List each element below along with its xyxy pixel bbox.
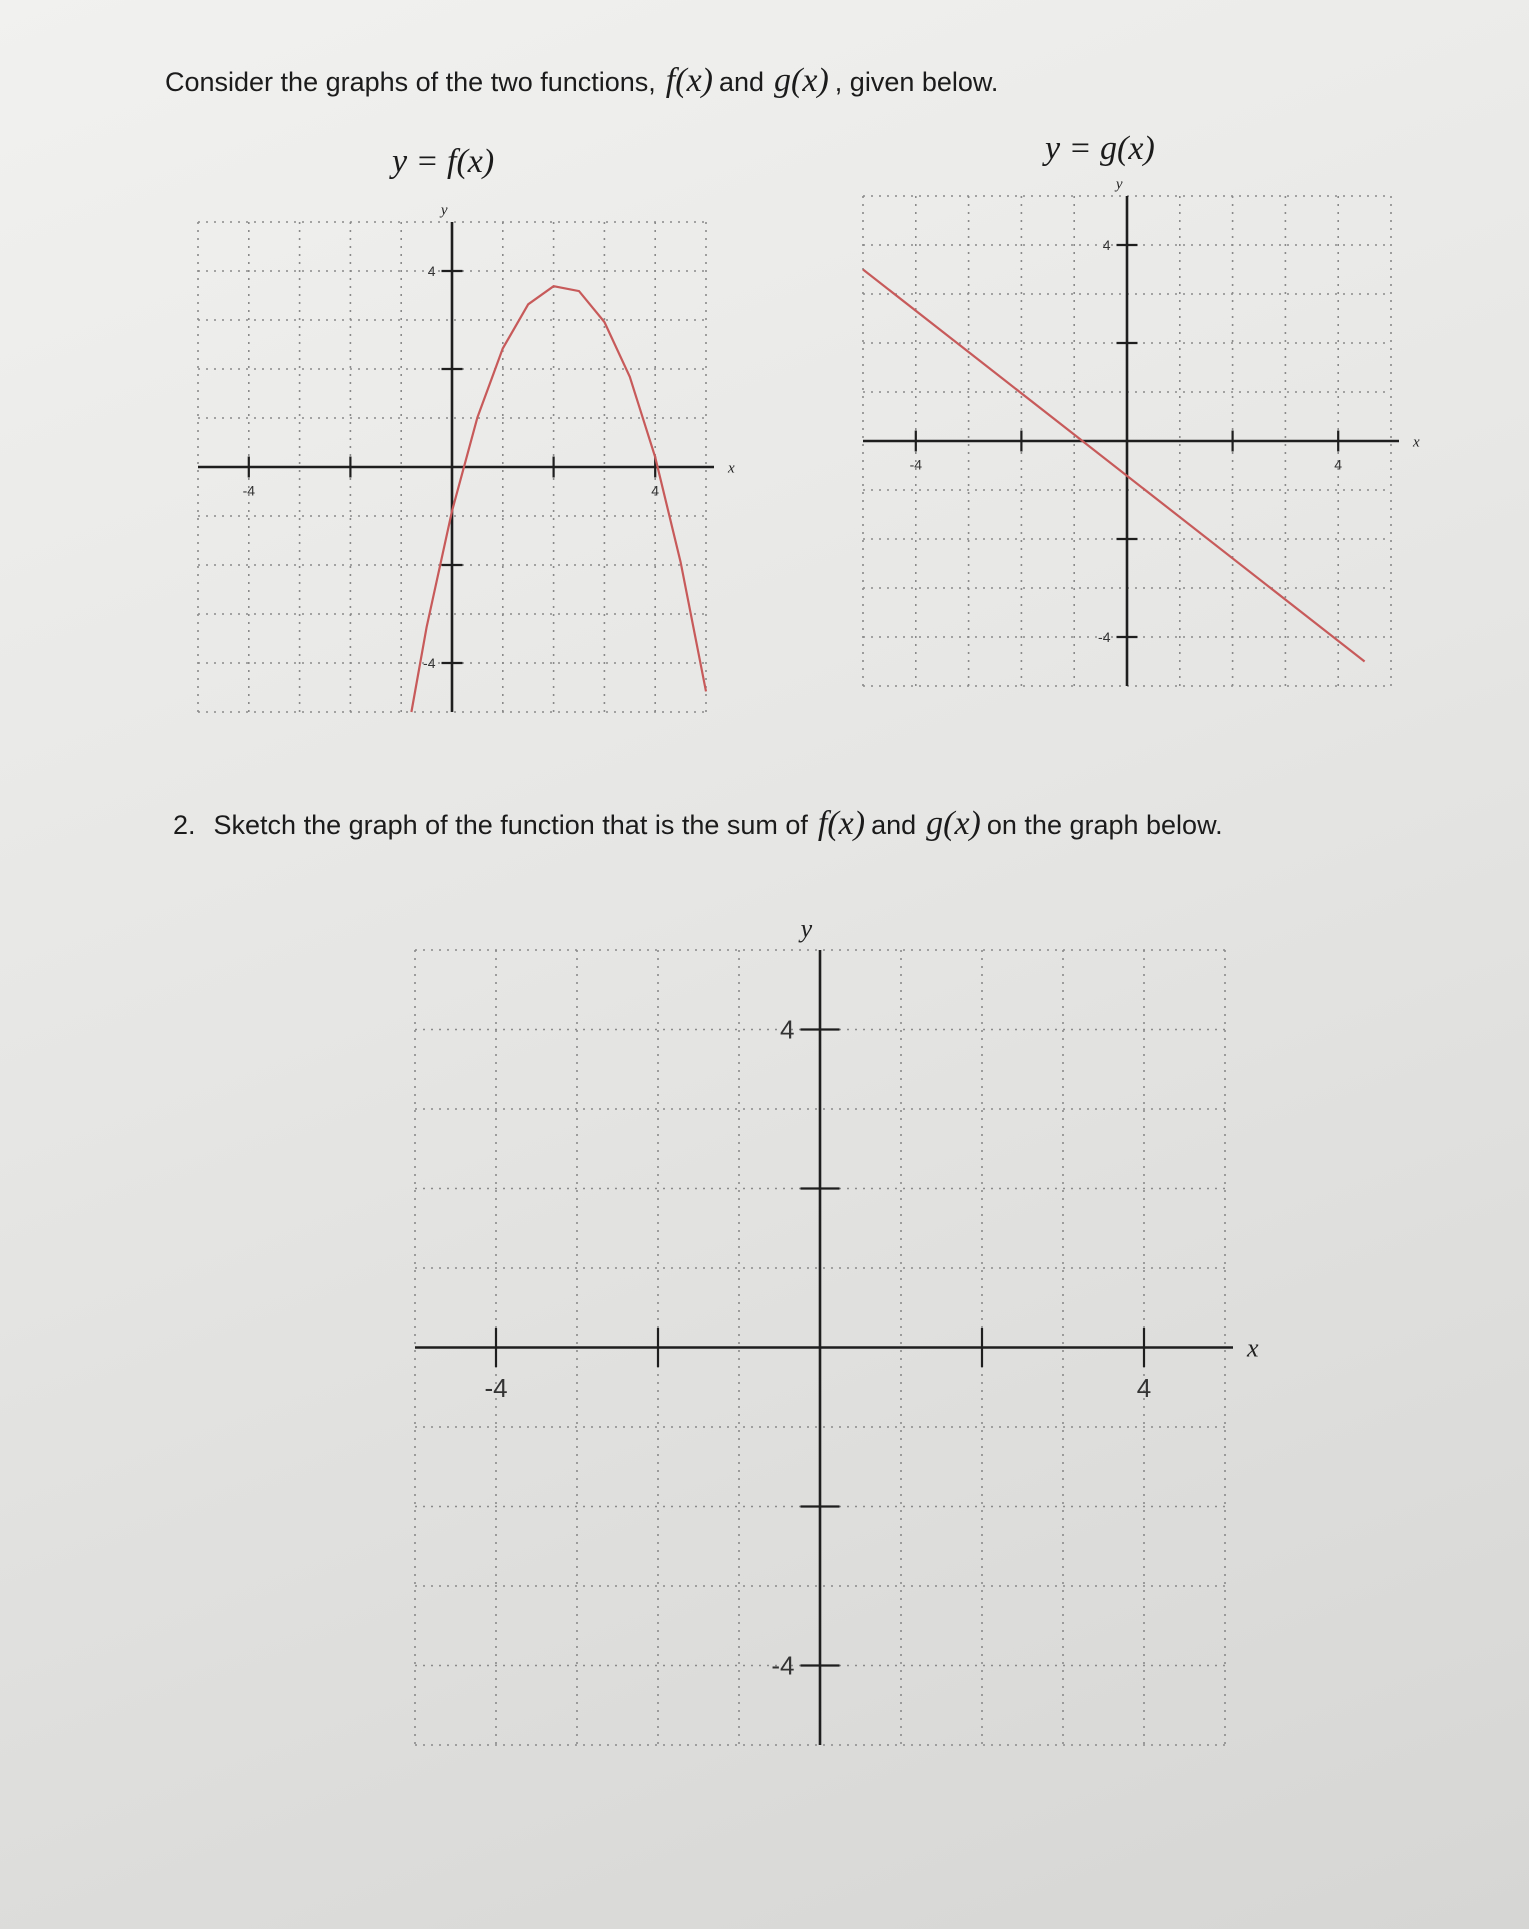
f-graph-title: y = f(x) [392, 143, 495, 180]
function-curve [411, 286, 706, 712]
y-axis-label: y [440, 202, 448, 219]
x-tick-label: 4 [1136, 1373, 1152, 1403]
intro-f-label: f(x) [665, 62, 713, 99]
y-tick-label: 4 [1102, 236, 1111, 253]
y-tick-label: 4 [427, 262, 436, 279]
y-axis-label: y [800, 914, 813, 943]
x-tick-label: 4 [651, 482, 660, 499]
intro-tail: , given below. [834, 67, 999, 97]
x-tick-label: -4 [909, 456, 923, 473]
intro-sentence [165, 62, 998, 100]
f-graph [198, 202, 766, 772]
question-tail: on the graph below. [986, 810, 1223, 840]
g-graph-title: y = g(x) [1045, 130, 1155, 167]
y-tick-label: -4 [423, 654, 436, 671]
x-tick-label: 4 [1334, 456, 1343, 473]
question-sentence [173, 805, 1223, 843]
question-g-label: g(x) [926, 805, 981, 842]
y-axis-label: y [1115, 176, 1123, 193]
question-number: 2. [173, 810, 196, 840]
y-tick-label: -4 [771, 1650, 795, 1681]
g-graph [863, 176, 1451, 746]
intro-g-label: g(x) [774, 62, 829, 99]
x-tick-label: -4 [484, 1373, 508, 1403]
x-axis-label: x [1247, 1333, 1259, 1363]
sum-graph-blank[interactable] [415, 914, 1285, 1805]
x-axis-label: x [1413, 434, 1420, 451]
question-lead: Sketch the graph of the function that is the sum of [213, 810, 808, 840]
function-curve [863, 270, 1365, 662]
y-tick-label: -4 [1098, 628, 1111, 645]
question-and: and [871, 810, 917, 840]
question-f-label: f(x) [817, 805, 866, 842]
x-tick-label: -4 [242, 482, 256, 499]
intro-lead: Consider the graphs of the two functions, [165, 67, 656, 97]
intro-and: and [718, 67, 765, 97]
y-tick-label: 4 [780, 1014, 795, 1045]
x-axis-label: x [728, 460, 735, 477]
